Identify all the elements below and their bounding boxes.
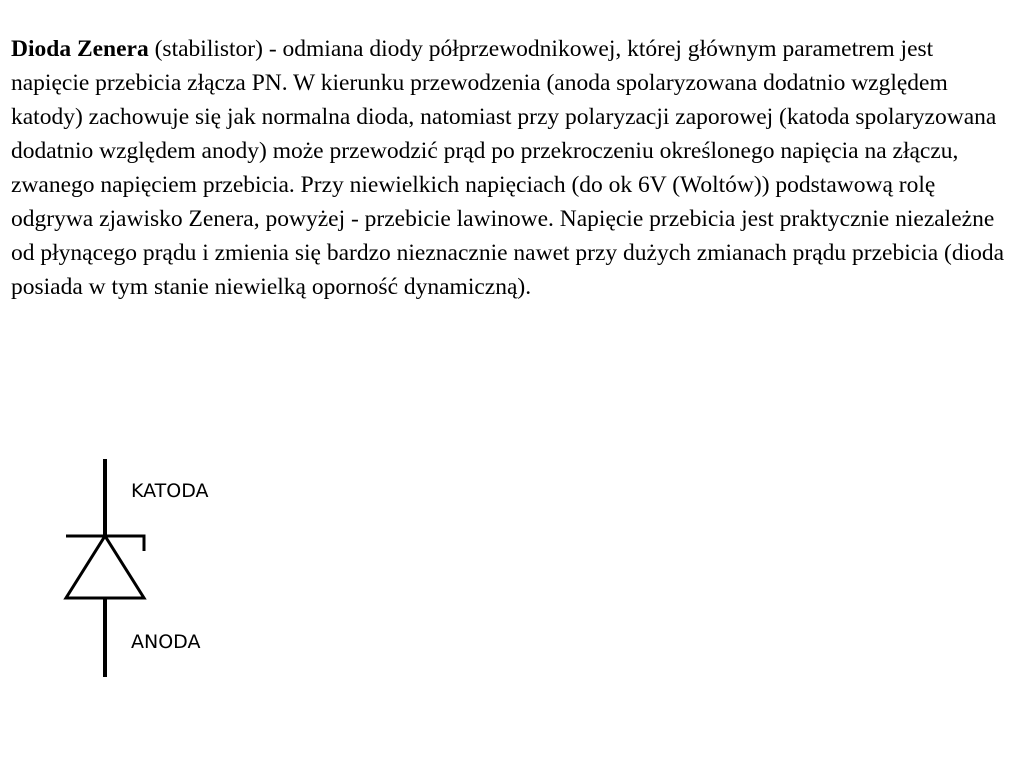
article-term: Dioda Zenera: [11, 36, 149, 62]
zener-diode-symbol-icon: [50, 450, 270, 685]
article-description: (stabilistor) - odmiana diody półprzewodnikowej, której głównym parametrem jest napięcie przebicia złącza PN. W kierunku przewodzenia (anoda spolaryzowana dodatnio względem katody) zachowuje się jak normalna dioda, natomiast przy polaryzacji zaporowej (katoda spolaryzowana dodatnio względem anody) może przewodzić prąd po przekroczeniu określonego napięcia na złączu, zwanego napięciem przebicia. Przy niewielkich napięciach (do ok 6V (Woltów)) podstawową rolę odgrywa zjawisko Zenera, powyżej - przebicie lawinowe. Napięcie przebicia jest praktycznie niezależne od płynącego prądu i zmienia się bardzo nieznacznie nawet przy dużych zmianach prądu przebicia (dioda posiada w tym stanie niewielką oporność dynamiczną).: [11, 36, 1005, 300]
anode-label: ANODA: [131, 631, 201, 653]
zener-diode-diagram: [50, 450, 270, 685]
diode-triangle: [66, 536, 144, 598]
article-paragraph: [11, 32, 1016, 304]
cathode-label: KATODA: [131, 480, 209, 502]
